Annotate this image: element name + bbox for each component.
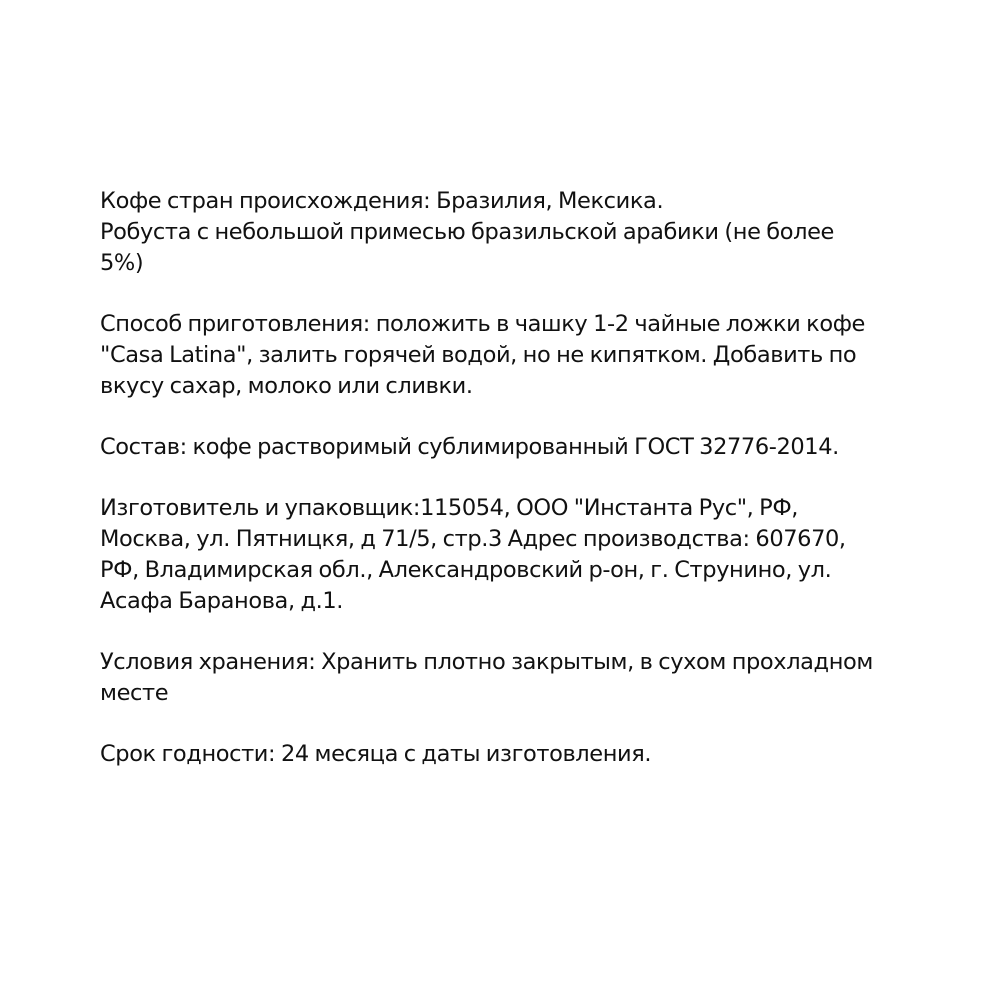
origin-paragraph [100, 186, 940, 279]
text-line: вкусу сахар, молоко или сливки. [100, 373, 473, 399]
shelf-life-paragraph [100, 739, 940, 770]
composition-paragraph [100, 432, 940, 463]
text-line: месте [100, 680, 169, 706]
text-line: Изготовитель и упаковщик:115054, ООО "Инстанта Рус", РФ, [100, 495, 799, 521]
text-line: Москва, ул. Пятницкя, д 71/5, стр.3 Адрес производства: 607670, [100, 526, 846, 552]
text-line: 5%) [100, 250, 144, 276]
text-line: "Casa Latina", залить горячей водой, но не кипятком. Добавить по [100, 342, 857, 368]
text-line: РФ, Владимирская обл., Александровский р-он, г. Струнино, ул. [100, 557, 832, 583]
text-line: Робуста с небольшой примесью бразильской арабики (не более [100, 219, 834, 245]
text-line: Асафа Баранова, д.1. [100, 588, 344, 614]
text-line: Способ приготовления: положить в чашку 1-2 чайные ложки кофе [100, 311, 865, 337]
text-line: Срок годности: 24 месяца с даты изготовления. [100, 741, 652, 767]
product-description [100, 186, 940, 800]
manufacturer-paragraph [100, 493, 940, 617]
text-line: Кофе стран происхождения: Бразилия, Мексика. [100, 188, 664, 214]
text-line: Условия хранения: Хранить плотно закрытым, в сухом прохладном [100, 649, 873, 675]
text-line: Состав: кофе растворимый сублимированный ГОСТ 32776-2014. [100, 434, 839, 460]
storage-paragraph [100, 647, 940, 709]
preparation-paragraph [100, 309, 940, 402]
